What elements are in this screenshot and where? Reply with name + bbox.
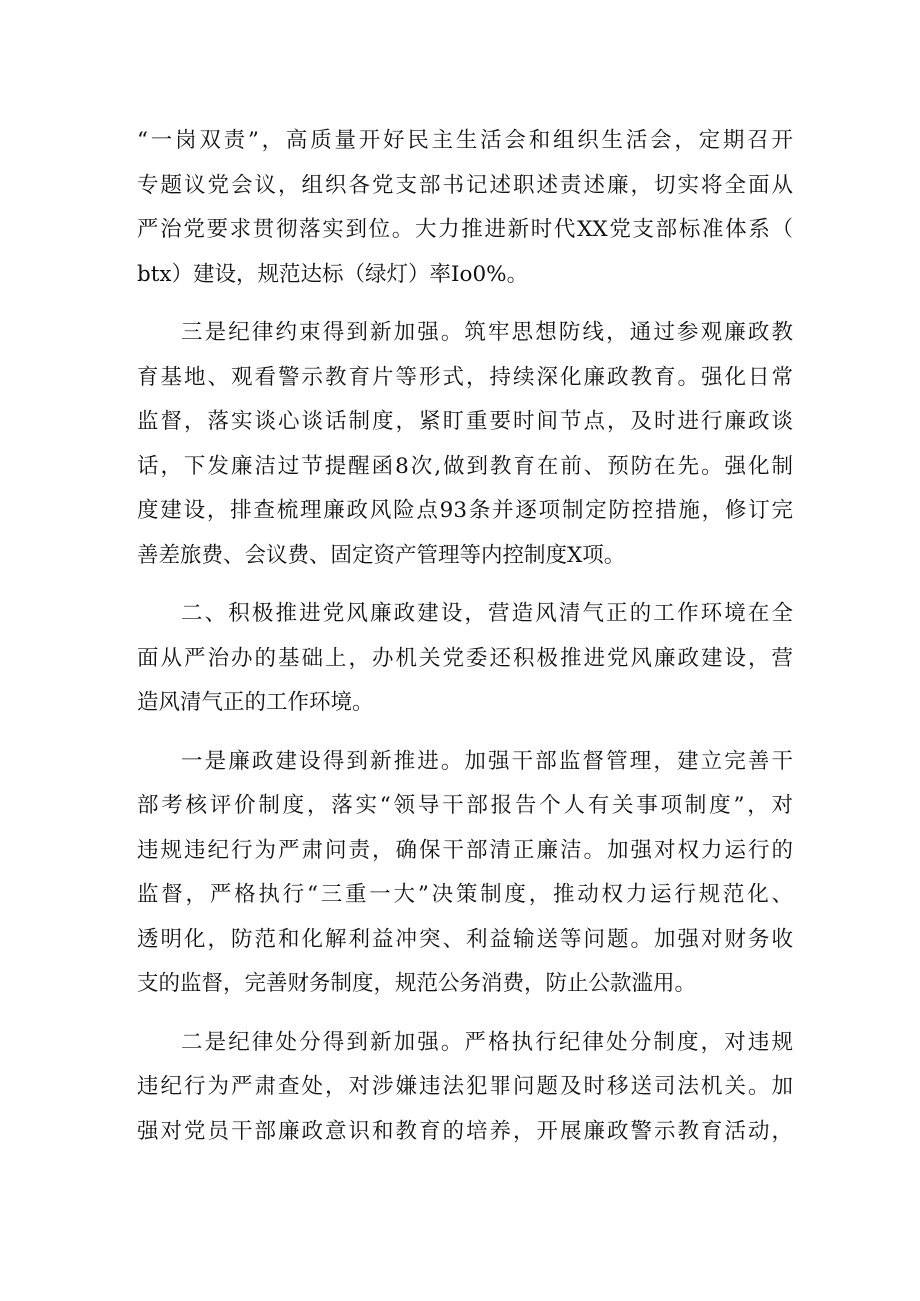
document-body [137,119,793,1168]
text-line: 监督，落实谈心谈话制度，紧盯重要时间节点，及时进行廉政谈 [137,409,793,434]
text-line: 度建设，排查梳理廉政风险点93条并逐项制定防控措施，修订完 [137,498,793,523]
paragraph-2 [137,311,793,578]
paragraph-3 [137,592,793,726]
text-line: 强对党员干部廉政意识和教育的培养，开展廉政警示教育活动， [137,1118,793,1144]
text-line: 面从严治办的基础上，办机关党委还积极推进党风廉政建设，营 [137,645,793,671]
text-line: 专题议党会议，组织各党支部书记述职述责述廉，切实将全面从 [137,172,793,198]
text-line: 违纪行为严肃查处，对涉嫌违法犯罪问题及时移送司法机关。加 [137,1074,793,1099]
paragraph-1 [137,119,793,297]
text-line: 育基地、观看警示教育片等形式，持续深化廉政教育。强化日常 [137,364,793,390]
text-line: 二是纪律处分得到新加强。严格执行纪律处分制度，对违规 [181,1029,793,1055]
text-line: 支的监督，完善财务制度，规范公务消费，防止公款滥用。 [137,971,697,996]
text-line: 违规违纪行为严肃问责，确保干部清正廉洁。加强对权力运行的 [137,837,793,863]
text-line: 话，下发廉洁过节提醒函8次,做到教育在前、预防在先。强化制 [137,453,793,479]
text-line: 透明化，防范和化解利益冲突、利益输送等问题。加强对财务收 [137,926,793,952]
paragraph-5 [137,1021,793,1155]
text-line: 严治党要求贯彻落实到位。大力推进新时代XX党支部标准体系（ [137,217,793,242]
text-line: 三是纪律约束得到新加强。筑牢思想防线，通过参观廉政教 [181,320,793,345]
text-line: btx）建设，规范达标（绿灯）率Io0%。 [137,261,529,287]
text-line: 善差旅费、会议费、固定资产管理等内控制度X项。 [137,542,626,568]
text-line: “一岗双责”，高质量开好民主生活会和组织生活会，定期召开 [137,128,793,153]
paragraph-4 [137,740,793,1007]
text-line: 部考核评价制度，落实“领导干部报告个人有关事项制度”，对 [137,793,793,818]
text-line: 一是廉政建设得到新推进。加强干部监督管理，建立完善干 [181,748,793,774]
text-line: 造风清气正的工作环境。 [137,690,374,715]
text-line: 二、积极推进党风廉政建设，营造风清气正的工作环境在全 [181,601,793,626]
text-line: 监督，严格执行“三重一大”决策制度，推动权力运行规范化、 [137,882,793,907]
